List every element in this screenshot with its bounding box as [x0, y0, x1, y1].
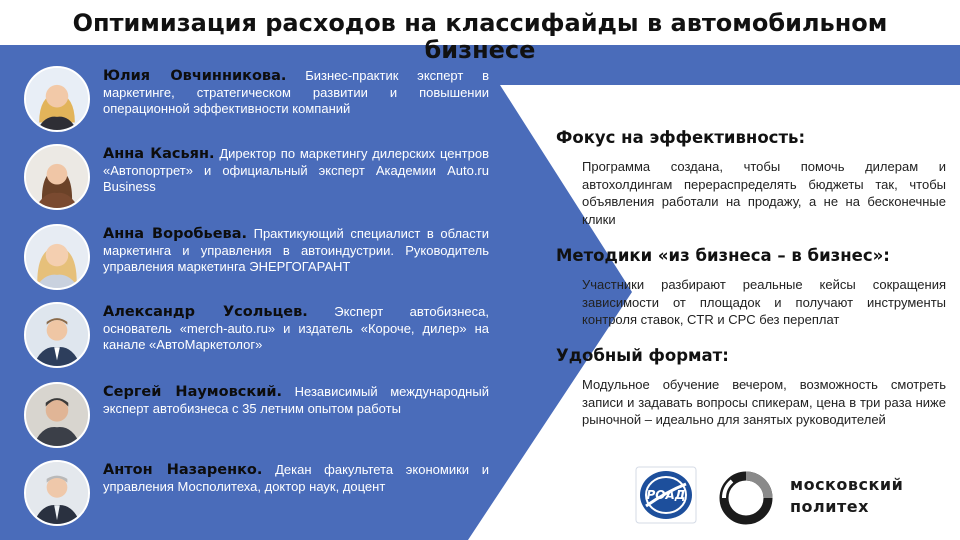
- feature-text: Программа создана, чтобы помочь дилерам и автохолдингам перераспределять бюджеты так, чтобы объявления работали на продажу, а не на бесконечные клики: [582, 159, 946, 227]
- speaker-description: Независимый международный эксперт автобизнеса с 35 летним опытом работы: [103, 384, 489, 416]
- feature-text: Модульное обучение вечером, возможность смотреть записи и задавать вопросы спикерам, цена в три раза ниже рыночной – идеально для занятых руководителей: [582, 377, 946, 427]
- woman-portrait-icon: [24, 144, 90, 210]
- speaker-bio: [103, 146, 489, 196]
- polytech-line-1: московский: [790, 475, 904, 494]
- man-portrait-icon: [24, 382, 90, 448]
- speaker-bio: [103, 68, 489, 118]
- man-portrait-icon: [24, 302, 90, 368]
- speaker-card: [24, 66, 494, 134]
- speaker-name: Анна Касьян.: [103, 146, 215, 162]
- man-portrait-icon: [24, 460, 90, 526]
- woman-portrait-icon: [24, 224, 90, 290]
- moscow-polytech-logo-text: [790, 474, 903, 518]
- feature-heading: Фокус на эффективность:: [556, 128, 806, 147]
- polytech-line-2: политех: [790, 497, 869, 516]
- feature-block: [556, 128, 946, 228]
- feature-text: Участники разбирают реальные кейсы сокращения зависимости от площадок и получают инструменты контроля ставок, CTR и CPC без переплат: [582, 277, 946, 327]
- speaker-description: Декан факультета экономики и управления Мосполитеха, доктор наук, доцент: [103, 462, 489, 494]
- speaker-description: Директор по маркетингу дилерских центров «Автопортрет» и официальный эксперт Академии Auto.ru Business: [103, 146, 489, 194]
- speaker-card: [24, 302, 494, 370]
- speaker-name: Юлия Овчинникова.: [103, 68, 287, 84]
- feature-heading: Удобный формат:: [556, 346, 729, 365]
- feature-block: [556, 246, 946, 329]
- speaker-description: Эксперт автобизнеса, основатель «merch-auto.ru» и издатель «Короче, дилер» на канале «АвтоМаркетолог»: [103, 304, 489, 352]
- speaker-bio: [103, 384, 489, 417]
- road-logo-icon: [635, 466, 697, 524]
- speaker-name: Анна Воробьева.: [103, 226, 248, 242]
- speaker-card: [24, 144, 494, 212]
- road-logo-text: РОАД: [646, 488, 686, 502]
- speaker-description: Практикующий специалист в области маркетинга и управления в автоиндустрии. Руководитель управления маркетинга ЭНЕРГОГАРАНТ: [103, 226, 490, 274]
- speaker-name: Александр Усольцев.: [103, 304, 308, 320]
- speaker-bio: [103, 462, 489, 495]
- speaker-bio: [103, 304, 489, 354]
- speaker-card: [24, 224, 494, 292]
- speaker-card: [24, 382, 494, 450]
- speaker-name: Сергей Наумовский.: [103, 384, 283, 400]
- woman-portrait-icon: [24, 66, 90, 132]
- speaker-bio: [103, 226, 489, 276]
- feature-block: [556, 346, 946, 429]
- speaker-card: [24, 460, 494, 528]
- moscow-polytech-ring-icon: [718, 470, 774, 526]
- speaker-name: Антон Назаренко.: [103, 462, 263, 478]
- speaker-description: Бизнес-практик эксперт в маркетинге, стратегическом развитии и повышении операционной эффективности компаний: [103, 68, 489, 116]
- page-title: Оптимизация расходов на классифайды в автомобильном бизнесе: [72, 9, 888, 64]
- feature-heading: Методики «из бизнеса – в бизнес»:: [556, 246, 890, 265]
